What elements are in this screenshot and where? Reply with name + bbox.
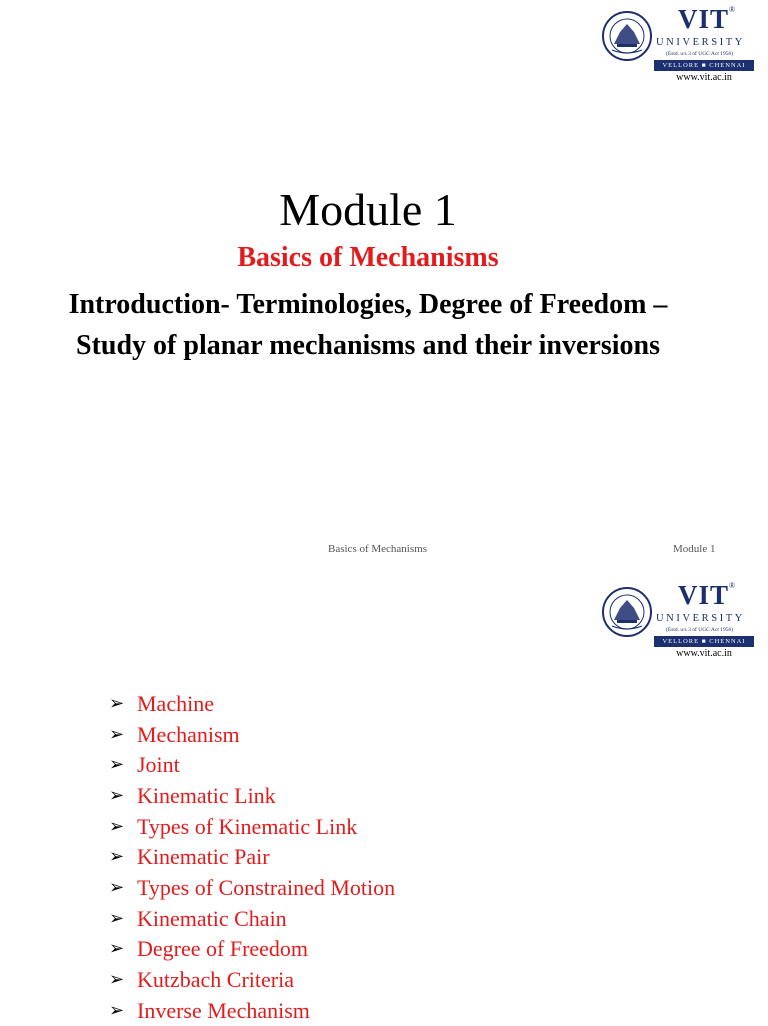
topic-item: ➢ Kinematic Chain [109,903,395,934]
module-title: Module 1 [279,184,457,235]
arrow-bullet-icon: ➢ [109,876,125,898]
topic-item: ➢ Inverse Mechanism [109,995,395,1026]
logo-vit-text: VIT® [678,580,737,610]
arrow-bullet-icon: ➢ [109,723,125,745]
arrow-bullet-icon: ➢ [109,846,125,868]
logo-estd-text: (Estd. u/s 3 of UGC Act 1956) [666,627,734,633]
topic-item: ➢ Mechanism [109,719,395,750]
footer-left: Basics of Mechanisms [328,543,427,555]
footer-right: Module 1 [673,543,716,555]
arrow-bullet-icon: ➢ [109,938,125,960]
logo-estd-text: (Estd. u/s 3 of UGC Act 1956) [666,51,734,57]
topic-item: ➢ Kinematic Link [109,780,395,811]
vit-logo [602,580,758,666]
logo-campus-bar: VELLORE ■ CHENNAI [654,60,754,71]
topic-item: ➢ Degree of Freedom [109,934,395,965]
topic-item: ➢ Machine [109,688,395,719]
topics-slide [0,570,768,1024]
vit-seal-icon [602,586,652,638]
logo-url: www.vit.ac.in [676,72,732,83]
logo-university-text: UNIVERSITY [656,613,745,624]
arrow-bullet-icon: ➢ [109,999,125,1021]
vit-logo [602,4,758,90]
topic-item: ➢ Kutzbach Criteria [109,964,395,995]
arrow-bullet-icon: ➢ [109,692,125,714]
arrow-bullet-icon: ➢ [109,754,125,776]
module-subtitle: Basics of Mechanisms [237,242,499,273]
logo-campus-bar: VELLORE ■ CHENNAI [654,636,754,647]
topic-list [109,688,395,1026]
topic-item: ➢ Types of Constrained Motion [109,872,395,903]
logo-url: www.vit.ac.in [676,648,732,659]
topic-item: ➢ Types of Kinematic Link [109,811,395,842]
topic-item: ➢ Joint [109,749,395,780]
arrow-bullet-icon: ➢ [109,969,125,991]
arrow-bullet-icon: ➢ [109,907,125,929]
arrow-bullet-icon: ➢ [109,784,125,806]
vit-seal-icon [602,10,652,62]
module-description: Introduction- Terminologies, Degree of Freedom – Study of planar mechanisms and their inversions [68,289,668,361]
logo-vit-text: VIT® [678,4,737,34]
logo-university-text: UNIVERSITY [656,37,745,48]
topic-item: ➢ Kinematic Pair [109,841,395,872]
arrow-bullet-icon: ➢ [109,815,125,837]
